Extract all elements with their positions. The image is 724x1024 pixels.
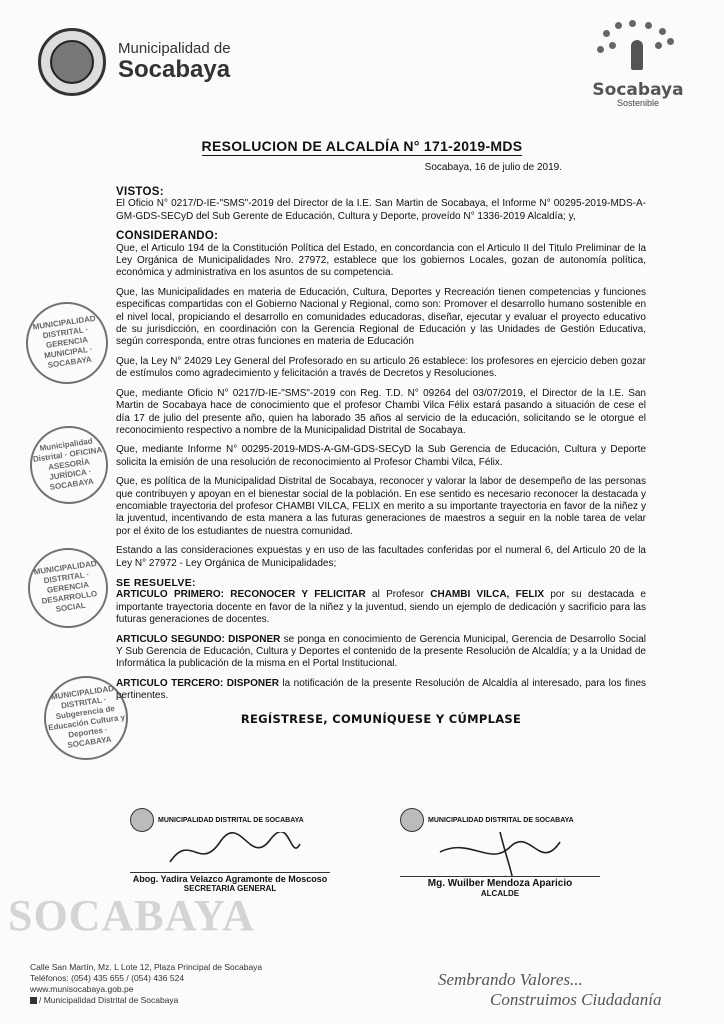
considerando-paragraph: Que, la Ley N° 24029 Ley General del Profesorado en su articulo 26 establece: los profesores en ejercicio deben gozar de estímulos como agradecimiento y felicitación a través de Decretos y Resoluciones. bbox=[116, 355, 646, 380]
brand-tagline: Sostenible bbox=[616, 98, 660, 108]
municipality-header bbox=[38, 28, 231, 96]
footer-address: Calle San Martín, Mz. L Lote 12, Plaza Principal de Socabaya bbox=[30, 962, 263, 972]
considerando-paragraph: Que, mediante Oficio N° 0217/D-IE-"SMS"-2019 con Reg. T.D. N° 09264 del 03/07/2019, el Director de la I.E. San Martin de Socabaya hace de conocimiento que el profesor Chambi Vilca Félix estará pasando a situación de cese el día 17 de julio del presente año, quien ha laborado 35 años al servicio de la educación, solicitando se le otorgue el reconocimiento respectivo a nombre de la Municipalidad Distrital de Socabaya. bbox=[116, 387, 646, 436]
document-body bbox=[116, 182, 646, 725]
considerando-paragraph: Que, mediante Informe N° 00295-2019-MDS-A-GM-GDS-SECyD la Sub Gerencia de Educación, Cultura y Deporte solicita la emisión de una resolución de reconocimiento al Profesor Chambi Vilca, Félix. bbox=[116, 444, 646, 468]
signature-secretaria: MUNICIPALIDAD DISTRITAL DE SOCABAYA Abog. Yadira Velazco Agramonte de Moscoso SECRETARIA GENERAL bbox=[130, 808, 330, 893]
seal-icon bbox=[400, 808, 424, 832]
document-title: RESOLUCION DE ALCALDÍA N° 171-2019-MDS bbox=[201, 138, 523, 154]
article-second: ARTICULO SEGUNDO: DISPONER se ponga en conocimiento de Gerencia Municipal, Gerencia de Desarrollo Social Y Sub Gerencia de Educación, Cultura y Deportes el contenido de la presente Resolución de Alcaldía; y a la Unidad de Informática la publicación de la misma en el Portal Institucional. bbox=[116, 633, 647, 670]
handwritten-signature-icon bbox=[150, 832, 310, 872]
municipal-crest-icon bbox=[38, 28, 106, 96]
article-first: ARTICULO PRIMERO: RECONOCER Y FELICITAR al Profesor CHAMBI VILCA, FELIX por su destacada e importante trayectoria docente en favor de la niñez y la juventud, siendo un ejemplo de dedicación y sacrificio para las futuras generaciones de docentes. bbox=[116, 589, 646, 626]
closing-formula: REGÍSTRESE, COMUNÍQUESE Y CÚMPLASE bbox=[240, 711, 522, 726]
considerando-paragraph: Que, es política de la Municipalidad Distrital de Socabaya, reconocer y valorar la labor de desempeño de las personas que contribuyen y apoyan en el bienestar social de la población. En ese sentido es necesario reconocer la destacada y encomiable trayectoria del profesor CHAMBI VILCA, FELIX en merito a su importante trayectoria en favor de la niñez y la juventud, incentivando de esta manera a las futuras generaciones de maestros a seguir en la noble tarea de velar por el éxito de los estudiantes de nuestra comunidad. bbox=[116, 476, 646, 537]
signature-alcalde: MUNICIPALIDAD DISTRITAL DE SOCABAYA Mg. Wuilber Mendoza Aparicio ALCALDE bbox=[400, 808, 600, 898]
handwritten-signature-icon bbox=[410, 832, 590, 876]
considerando-paragraph: Estando a las consideraciones expuestas y en uso de las facultades conferidas por el numeral 6, del Articulo 20 de la Ley N° 27972 - Ley Orgánica de Municipalidades; bbox=[116, 545, 646, 569]
brand-name: Socabaya bbox=[592, 80, 684, 100]
stamp-desarrollo-social: MUNICIPALIDAD DISTRITAL · GERENCIA DESARROLLO SOCIAL bbox=[28, 548, 108, 628]
tree-logo-icon bbox=[593, 20, 683, 78]
document-date: Socabaya, 16 de julio de 2019. bbox=[424, 162, 562, 173]
vistos-text: El Oficio N° 0217/D-IE-"SMS"-2019 del Director de la I.E. San Martin de Socabaya, el Informe N° 00295-2019-MDS-A-GM-GDS-SECyD del Sub Gerente de Educación, Cultura y Deporte, proveído N° 1336-2019 Alcaldía; y, bbox=[116, 198, 646, 222]
article-third: ARTICULO TERCERO: DISPONER la notificación de la presente Resolución de Alcaldía al interesado, para los fines pertinentes. bbox=[116, 677, 647, 702]
facebook-icon bbox=[30, 997, 37, 1004]
stamp-asesoria-juridica: Municipalidad Distrital · OFICINA ASESORÍA JURÍDICA · SOCABAYA bbox=[30, 426, 108, 504]
seal-icon bbox=[130, 808, 154, 832]
slogan: Sembrando Valores... Construimos Ciudadanía bbox=[438, 970, 662, 1009]
brand-logo bbox=[578, 20, 698, 108]
stamp-gerencia-municipal: MUNICIPALIDAD DISTRITAL · GERENCIA MUNICIPAL · SOCABAYA bbox=[26, 302, 108, 384]
considerando-heading: CONSIDERANDO: bbox=[116, 230, 219, 243]
vistos-heading: VISTOS: bbox=[116, 186, 164, 198]
footer-contact bbox=[30, 962, 262, 1006]
stamp-subgerencia-educacion: MUNICIPALIDAD DISTRITAL · Subgerencia de Educación Cultura y Deportes · SOCABAYA bbox=[44, 676, 128, 760]
footer-phones: Teléfonos: (054) 435 655 / (054) 436 524 bbox=[30, 973, 185, 983]
footer-web: www.munisocabaya.gob.pe bbox=[30, 984, 134, 994]
considerando-paragraph: Que, las Municipalidades en materia de Educación, Cultura, Deportes y Recreación tienen competencias y funciones especificas compartidas con el Gobierno Nacional y Regional, como son: Promover el desarrollo humano sostenible en el nivel local, propiciando el desarrollo en comunidades educadoras, diseñar, ejecutar y evaluar el proyecto educativo de su jurisdicción, en coordinación con la Gerencia Regional de Educación y las Unidades de Gestión Educativa, según corresponda, entre otras funciones en materia de Educación bbox=[116, 286, 646, 348]
municipality-line2: Socabaya bbox=[118, 56, 231, 84]
resuelve-heading: SE RESUELVE: bbox=[116, 576, 196, 589]
considerando-paragraph: Que, el Articulo 194 de la Constitución Política del Estado, en concordancia con el Articulo II del Titulo Preliminar de la Ley Orgánica de Municipalidades Nro. 27972, establece que los gobiernos Locales, gozan de autonomía política, económica y administrativa en los asuntos de su competencia. bbox=[116, 242, 646, 279]
municipality-line1: Municipalidad de bbox=[118, 39, 231, 57]
footer-facebook: / Municipalidad Distrital de Socabaya bbox=[30, 995, 262, 1006]
watermark: SOCABAYA bbox=[8, 891, 255, 940]
